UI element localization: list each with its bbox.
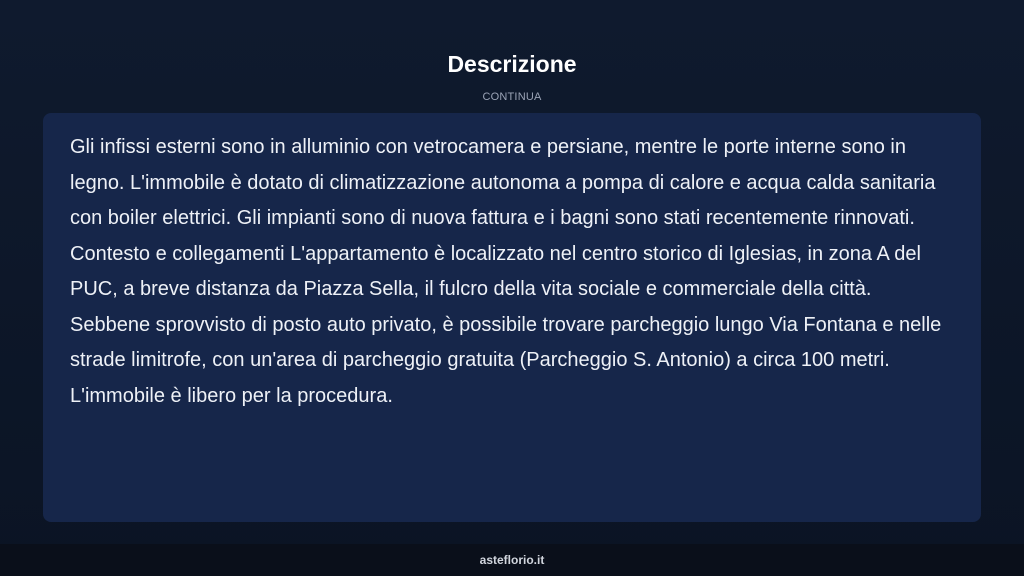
footer-bar (0, 544, 1024, 576)
description-card (43, 113, 981, 522)
continued-label: CONTINUA (482, 91, 542, 103)
page-header (0, 50, 1024, 104)
page-title: Descrizione (447, 51, 577, 77)
description-text: Gli infissi esterni sono in alluminio con vetrocamera e persiane, mentre le porte interne sono in legno. L'immobile è dotato di climatizzazione autonoma a pompa di calore e acqua calda sanitaria con boiler elettrici. Gli impianti sono di nuova fattura e i bagni sono stati recentemente rinnovati. Contesto e collegamenti L'appartamento è localizzato nel centro storico di Iglesias, in zona A del PUC, a breve distanza da Piazza Sella, il fulcro della vita sociale e commerciale della città. Sebbene sprovvisto di posto auto privato, è possibile trovare parcheggio lungo Via Fontana e nelle strade limitrofe, con un'area di parcheggio gratuita (Parcheggio S. Antonio) a circa 100 metri. L'immobile è libero per la procedura. (70, 136, 942, 407)
footer-brand: asteflorio.it (479, 553, 545, 567)
